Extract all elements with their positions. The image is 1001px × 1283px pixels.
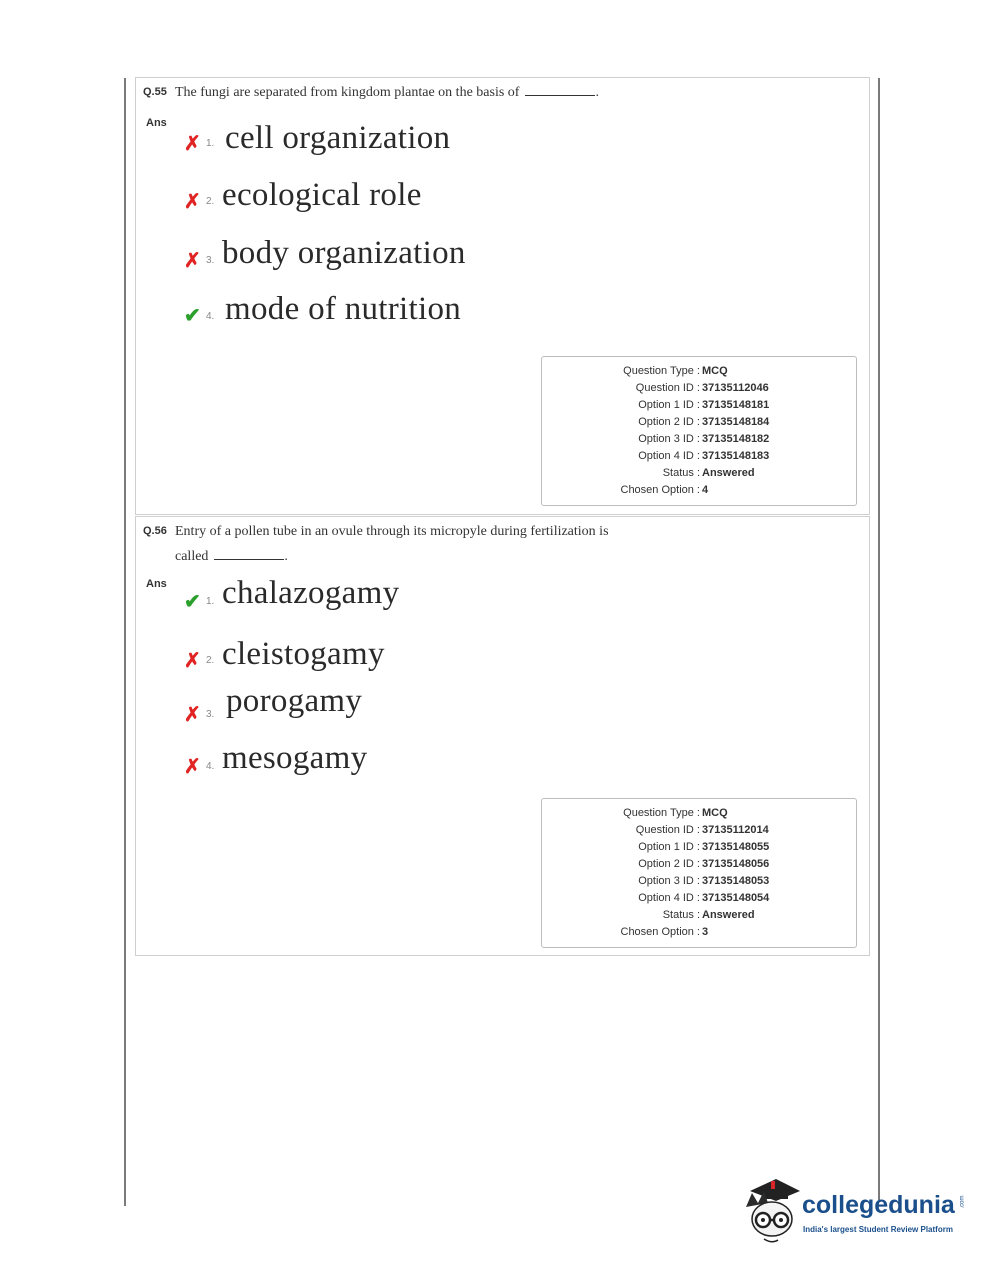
meta-value: Answered: [702, 467, 755, 479]
option-number: 3.: [206, 709, 215, 720]
meta-value: 37135148055: [702, 841, 770, 853]
question-meta-panel: [541, 356, 857, 506]
option-text: ecological role: [222, 177, 422, 213]
meta-value: 4: [702, 484, 709, 496]
option-text: body organization: [222, 235, 466, 271]
meta-row: [542, 824, 856, 841]
question-text-line: The fungi are separated from kingdom plantae on the basis of: [175, 85, 520, 100]
meta-label: Option 2 ID :: [638, 416, 700, 428]
meta-label: Option 1 ID :: [638, 841, 700, 853]
meta-value: MCQ: [702, 365, 728, 377]
meta-row: [542, 450, 856, 467]
collegedunia-logo[interactable]: [742, 1177, 972, 1247]
option-number: 2.: [206, 196, 215, 207]
meta-value: 37135112014: [702, 824, 769, 836]
option-number: 4.: [206, 311, 215, 322]
answer-label: Ans: [146, 578, 167, 590]
meta-value: 37135148054: [702, 892, 770, 904]
question-number: Q.55: [143, 86, 167, 98]
meta-label: Question ID :: [635, 382, 700, 394]
option-text: chalazogamy: [222, 575, 400, 611]
option-text: cell organization: [225, 120, 451, 156]
meta-label: Question Type :: [623, 365, 700, 377]
question-block-56: [135, 516, 870, 956]
question-text-line: Entry of a pollen tube in an ovule through its micropyle during fertilization is: [175, 524, 609, 539]
meta-label: Option 3 ID :: [638, 433, 700, 445]
page-left-rule: [124, 78, 126, 1206]
question-text-continued: called .: [175, 549, 288, 564]
cross-icon: ✗: [184, 133, 201, 155]
meta-value: 37135148181: [702, 399, 770, 411]
meta-label: Option 4 ID :: [638, 892, 700, 904]
meta-label: Status :: [662, 467, 700, 479]
question-text: [175, 524, 609, 540]
meta-value: 37135148182: [702, 433, 770, 445]
option-text: porogamy: [226, 683, 363, 719]
cross-icon: ✗: [184, 191, 201, 213]
meta-row: [542, 399, 856, 416]
meta-row: [542, 892, 856, 909]
meta-value: 37135148184: [702, 416, 770, 428]
meta-label: Status :: [662, 909, 700, 921]
option-number: 4.: [206, 761, 215, 772]
meta-value: 3: [702, 926, 709, 938]
cross-icon: ✗: [184, 704, 201, 726]
meta-value: 37135148056: [702, 858, 770, 870]
option-text: cleistogamy: [222, 636, 385, 672]
logo-wordmark: collegedunia: [802, 1191, 955, 1219]
check-icon: ✔: [184, 591, 201, 613]
meta-value: Answered: [702, 909, 755, 921]
meta-label: Chosen Option :: [620, 926, 700, 938]
cross-icon: ✗: [184, 756, 201, 778]
meta-value: 37135112046: [702, 382, 769, 394]
meta-label: Option 4 ID :: [638, 450, 700, 462]
meta-row: [542, 807, 856, 824]
meta-value: MCQ: [702, 807, 728, 819]
option-number: 2.: [206, 655, 215, 666]
question-meta-panel: [541, 798, 857, 948]
meta-label: Question Type :: [623, 807, 700, 819]
option-text: mode of nutrition: [225, 291, 462, 327]
check-icon: ✔: [184, 305, 201, 327]
meta-label: Option 1 ID :: [638, 399, 700, 411]
meta-label: Question ID :: [635, 824, 700, 836]
question-block-55: [135, 77, 870, 515]
mascot-icon: [742, 1177, 802, 1247]
meta-row: [542, 484, 856, 501]
meta-row: [542, 433, 856, 450]
meta-row: [542, 858, 856, 875]
cross-icon: ✗: [184, 250, 201, 272]
question-text: The fungi are separated from kingdom plantae on the basis of .: [175, 85, 599, 100]
option-number: 1.: [206, 138, 215, 149]
logo-tagline: India's largest Student Review Platform: [803, 1225, 953, 1234]
meta-row: [542, 365, 856, 382]
cross-icon: ✗: [184, 650, 201, 672]
question-number: Q.56: [143, 525, 167, 537]
meta-row: [542, 909, 856, 926]
meta-row: [542, 841, 856, 858]
meta-row: [542, 926, 856, 943]
meta-row: [542, 382, 856, 399]
answer-label: Ans: [146, 117, 167, 129]
meta-value: 37135148053: [702, 875, 770, 887]
answer-blank: [214, 559, 284, 560]
meta-label: Option 2 ID :: [638, 858, 700, 870]
option-text: mesogamy: [222, 740, 368, 776]
logo-domain-suffix: .com: [959, 1195, 966, 1209]
meta-label: Option 3 ID :: [638, 875, 700, 887]
option-number: 3.: [206, 255, 215, 266]
meta-value: 37135148183: [702, 450, 770, 462]
meta-row: [542, 416, 856, 433]
page-right-rule: [878, 78, 880, 1200]
question-text-line: called: [175, 549, 209, 564]
answer-blank: [525, 95, 595, 96]
meta-row: [542, 875, 856, 892]
option-number: 1.: [206, 596, 215, 607]
meta-row: [542, 467, 856, 484]
meta-label: Chosen Option :: [620, 484, 700, 496]
